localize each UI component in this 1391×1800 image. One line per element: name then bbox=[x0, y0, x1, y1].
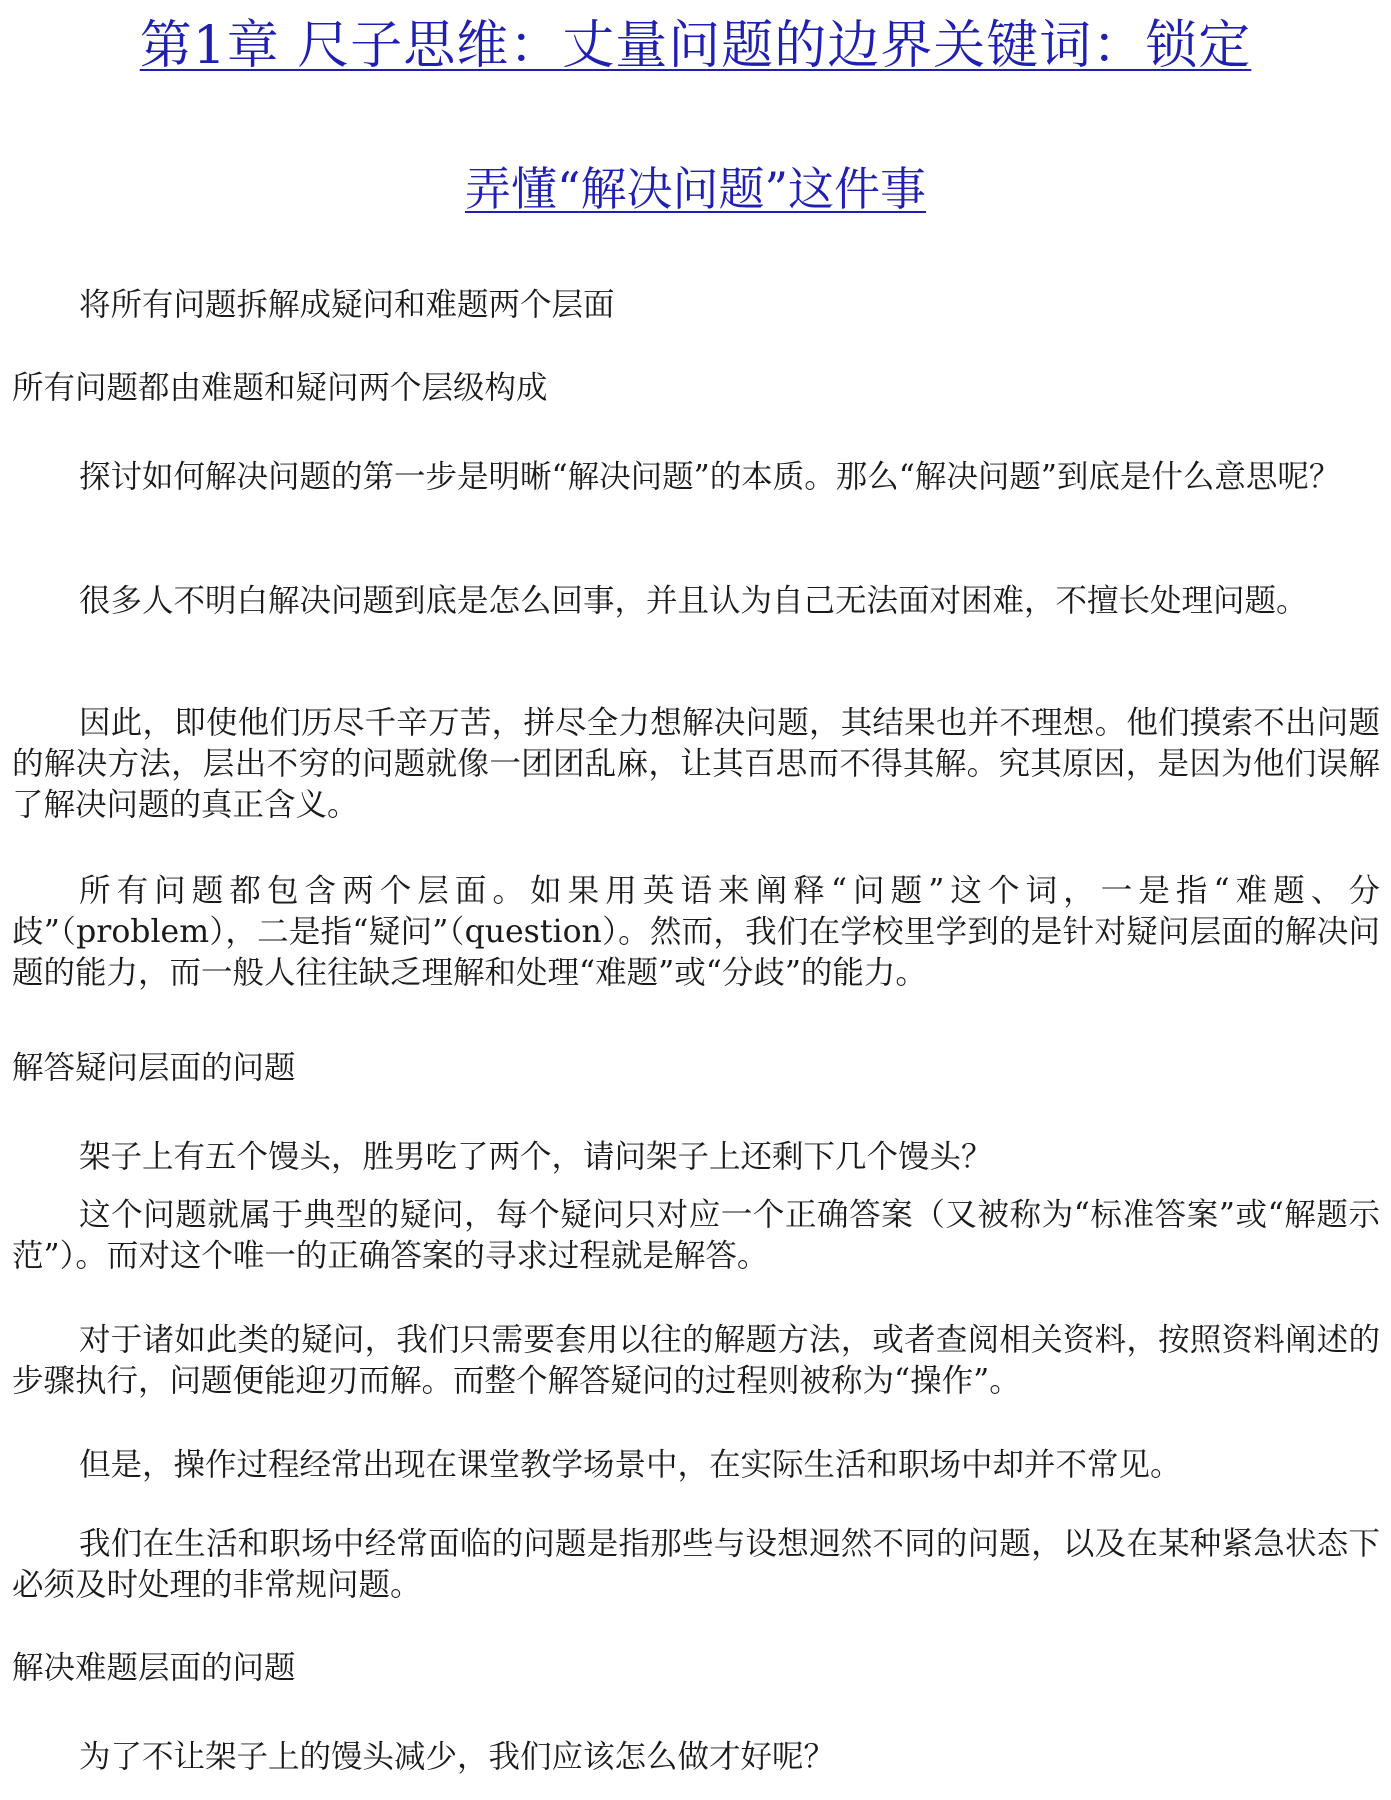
body-paragraph-example: 架子上有五个馒头，胜男吃了两个，请问架子上还剩下几个馒头？ bbox=[79, 1139, 993, 1175]
body-paragraph-real-life: 我们在生活和职场中经常面临的问题是指那些与设想迥然不同的问题，以及在某种紧急状态下必须及时处理的非常规问题。 bbox=[12, 1526, 1380, 1603]
body-paragraph-two-levels: 所有问题都包含两个层面。如果用英语来阐释“问题”这个词，一是指“难题、分歧”（problem），二是指“疑问”（question）。然而，我们在学校里学到的是针对疑问层面的解决问题的能力，而一般人往往缺乏理解和处理“难题”或“分歧”的能力。 bbox=[12, 873, 1380, 991]
body-paragraph-standard-answer: 这个问题就属于典型的疑问，每个疑问只对应一个正确答案（又被称为“标准答案”或“解题示范”）。而对这个唯一的正确答案的寻求过程就是解答。 bbox=[12, 1197, 1380, 1274]
section-heading-levels: 所有问题都由难题和疑问两个层级构成 bbox=[12, 370, 548, 406]
body-paragraph-classroom: 但是，操作过程经常出现在课堂教学场景中，在实际生活和职场中却并不常见。 bbox=[79, 1447, 1182, 1483]
chapter-subtitle-link[interactable]: 弄懂“解决问题”这件事 bbox=[464, 162, 927, 216]
body-paragraph-misunderstanding: 很多人不明白解决问题到底是怎么回事，并且认为自己无法面对困难，不擅长处理问题。 bbox=[79, 583, 1308, 619]
section-heading-questions: 解答疑问层面的问题 bbox=[12, 1050, 296, 1086]
body-paragraph-closing-question: 为了不让架子上的馒头减少，我们应该怎么做才好呢？ bbox=[79, 1739, 836, 1775]
body-paragraph-essence: 探讨如何解决问题的第一步是明晰“解决问题”的本质。那么“解决问题”到底是什么意思呢？ bbox=[79, 459, 1341, 495]
body-paragraph-struggle: 因此，即使他们历尽千辛万苦，拼尽全力想解决问题，其结果也并不理想。他们摸索不出问题的解决方法，层出不穷的问题就像一团团乱麻，让其百思而不得其解。究其原因，是因为他们误解了解决问题的真正含义。 bbox=[12, 705, 1380, 823]
section-heading-problems: 解决难题层面的问题 bbox=[12, 1650, 296, 1686]
body-paragraph-operation: 对于诸如此类的疑问，我们只需要套用以往的解题方法，或者查阅相关资料，按照资料阐述的步骤执行，问题便能迎刃而解。而整个解答疑问的过程则被称为“操作”。 bbox=[12, 1322, 1380, 1399]
chapter-title-link[interactable]: 第1章 尺子思维：丈量问题的边界关键词：锁定 bbox=[139, 16, 1252, 76]
intro-paragraph: 将所有问题拆解成疑问和难题两个层面 bbox=[79, 287, 615, 323]
